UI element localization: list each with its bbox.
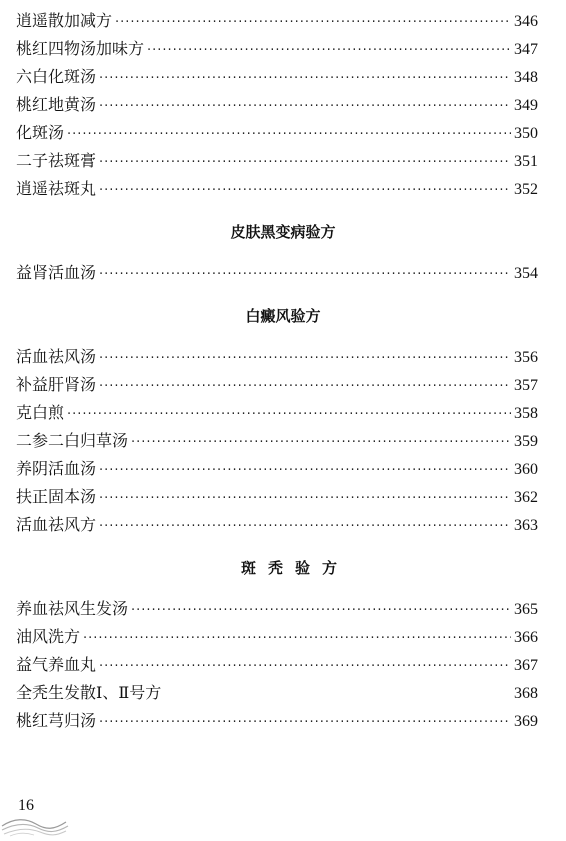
entry-title: 活血祛风汤	[16, 347, 97, 366]
dot-leader	[67, 401, 511, 429]
toc-entry[interactable]	[16, 259, 538, 287]
entry-title: 养血祛风生发汤	[16, 599, 129, 618]
entry-page: 365	[514, 601, 538, 618]
section-heading: 白癜风验方	[245, 307, 321, 325]
entry-page: 356	[514, 349, 538, 366]
toc-entry[interactable]	[16, 63, 538, 91]
entry-page: 360	[514, 461, 538, 478]
toc-entry[interactable]	[16, 147, 538, 175]
entry-title: 补益肝肾汤	[16, 375, 97, 394]
wave-ornament-icon	[0, 814, 70, 840]
entry-title: 全秃生发散Ⅰ、Ⅱ号方	[16, 683, 162, 702]
entry-page: 351	[514, 153, 538, 170]
toc-entry[interactable]	[16, 119, 538, 147]
toc-entry[interactable]	[16, 35, 538, 63]
entry-page: 369	[514, 713, 538, 730]
dot-leader	[99, 457, 511, 485]
dot-leader	[99, 65, 511, 93]
toc-entry[interactable]	[16, 707, 538, 735]
entry-title: 二参二白归草汤	[16, 431, 129, 450]
toc-group-2	[16, 343, 538, 539]
entry-page: 354	[514, 265, 538, 282]
dot-leader	[99, 709, 511, 737]
toc-entry[interactable]	[16, 175, 538, 203]
toc-entry[interactable]	[16, 455, 538, 483]
entry-title: 活血祛风方	[16, 515, 97, 534]
dot-leader	[99, 261, 511, 289]
toc-entry[interactable]	[16, 399, 538, 427]
entry-page: 349	[514, 97, 538, 114]
entry-title: 桃红地黄汤	[16, 95, 97, 114]
entry-page: 357	[514, 377, 538, 394]
entry-page: 350	[514, 125, 538, 142]
toc-entry[interactable]	[16, 343, 538, 371]
dot-leader	[147, 37, 511, 65]
toc-entry[interactable]	[16, 679, 538, 707]
entry-title: 逍遥祛斑丸	[16, 179, 97, 198]
dot-leader	[83, 625, 511, 653]
entry-title: 克白煎	[16, 403, 65, 422]
entry-title: 桃红四物汤加味方	[16, 39, 145, 58]
toc-entry[interactable]	[16, 511, 538, 539]
dot-leader	[67, 121, 511, 149]
entry-page: 366	[514, 629, 538, 646]
entry-title: 油风洗方	[16, 627, 81, 646]
entry-page: 346	[514, 13, 538, 30]
toc-entry[interactable]	[16, 91, 538, 119]
toc-group-0	[16, 7, 538, 203]
page-number: 16	[18, 797, 34, 814]
dot-leader	[99, 345, 511, 373]
entry-page: 367	[514, 657, 538, 674]
dot-leader	[131, 429, 511, 457]
entry-title: 逍遥散加减方	[16, 11, 113, 30]
toc-entry[interactable]	[16, 595, 538, 623]
dot-leader	[99, 513, 511, 541]
dot-leader	[99, 373, 511, 401]
dot-leader	[99, 149, 511, 177]
entry-page: 358	[514, 405, 538, 422]
section-heading: 斑秃验方	[240, 559, 349, 577]
toc-entry[interactable]	[16, 483, 538, 511]
toc-group-3	[16, 595, 538, 735]
toc-entry[interactable]	[16, 371, 538, 399]
entry-title: 养阴活血汤	[16, 459, 97, 478]
dot-leader	[99, 653, 511, 681]
entry-title: 化斑汤	[16, 123, 65, 142]
entry-page: 352	[514, 181, 538, 198]
entry-page: 347	[514, 41, 538, 58]
dot-leader	[99, 485, 511, 513]
entry-title: 益气养血丸	[16, 655, 97, 674]
entry-title: 六白化斑汤	[16, 67, 97, 86]
toc-entry[interactable]	[16, 651, 538, 679]
dot-leader	[99, 93, 511, 121]
entry-page: 363	[514, 517, 538, 534]
section-heading: 皮肤黑变病验方	[230, 223, 336, 241]
dot-leader	[131, 597, 511, 625]
dot-leader	[99, 177, 511, 205]
entry-title: 二子祛斑膏	[16, 151, 97, 170]
entry-title: 桃红芎归汤	[16, 711, 97, 730]
entry-title: 益肾活血汤	[16, 263, 97, 282]
toc-group-1	[16, 259, 538, 287]
entry-title: 扶正固本汤	[16, 487, 97, 506]
toc-entry[interactable]	[16, 7, 538, 35]
entry-page: 362	[514, 489, 538, 506]
entry-page: 359	[514, 433, 538, 450]
dot-leader	[115, 9, 511, 37]
entry-page: 368	[514, 685, 538, 702]
toc-entry[interactable]	[16, 623, 538, 651]
entry-page: 348	[514, 69, 538, 86]
toc-entry[interactable]	[16, 427, 538, 455]
